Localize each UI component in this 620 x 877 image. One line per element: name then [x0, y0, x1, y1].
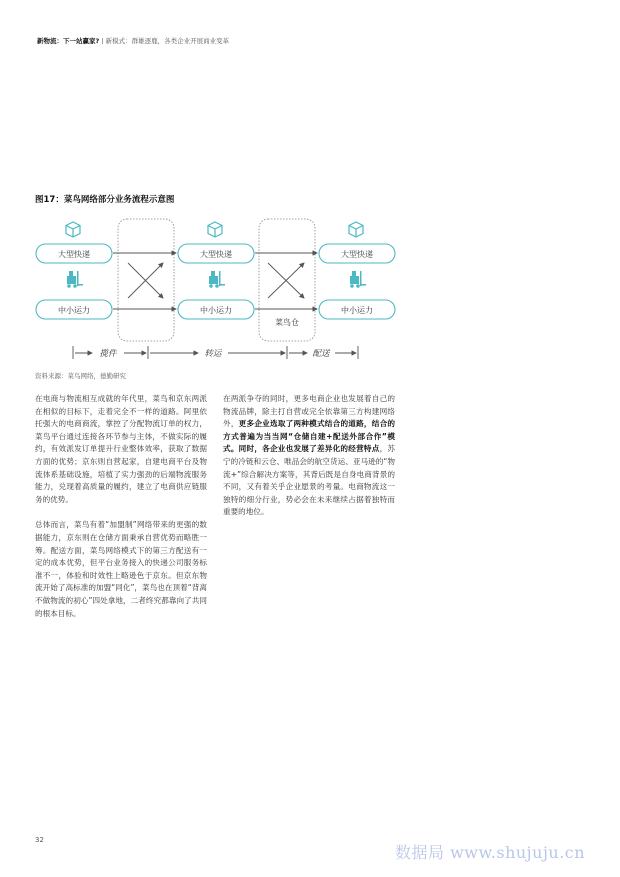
paragraph-text: ，苏宁的冷链和云仓、唯品会的航空货运、亚马逊的“物流+”综合解决方案等，其背后既是自身电商背景的不同，又有着关乎企业愿景的考量。电商物流这一独特的细分行业，势必会在未来继续占据着独特而重要的地位。: [223, 444, 396, 517]
paragraph: 总体而言，菜鸟有着“加盟制”网络带来的更强的数据能力，京东则在仓储方面秉承自营优势而略胜一筹。配送方面，菜鸟网络模式下的第三方配送有一定的成本优势，但平台业务接入的快递公司服务标准不一，体验和时效性上略逊色于京东。但京东物流开始了高标准的加盟“同化”，菜鸟也在顶着“背离不做物流的初心”四处拿地，二者终究都靠向了共同的根本目标。: [35, 520, 207, 618]
left-column: [35, 393, 207, 633]
box-icon: [208, 222, 222, 237]
header-title: 新物流：下一站赢家?: [37, 37, 100, 45]
node-label: 中小运力: [200, 306, 232, 315]
forklift-icon: [67, 271, 83, 288]
box-icon: [66, 222, 80, 237]
figure-source: 资料来源：菜鸟网络，德勤研究: [35, 372, 126, 380]
forklift-icon: [350, 271, 366, 288]
paragraph: 在电商与物流相互成就的年代里，菜鸟和京东两派在相似的目标下，走着完全不一样的道路。阿里依托强大的电商商流，掌控了分配物流订单的权力，菜鸟平台通过连接各环节参与主体，不做实际的履约，有效派发订单提升行业整体效率，获取了数据方面的优势；京东则自营起家，自建电商平台及物流体系基础设施，培植了实力强劲的后端物流服务能力，兑现着高质量的履约，建立了电商供应链服务的优势。: [35, 394, 207, 504]
page-number: 32: [35, 836, 44, 844]
forklift-icon: [209, 271, 225, 288]
figure-title: 图17：菜鸟网络部分业务流程示意图: [35, 195, 175, 205]
paragraph-emphasis: 更多企业选取了两种模式结合的道路，结合的方式普遍为当当网“仓储自建+配送外部合作”模式。同时，各企业也发展了差异化的经营特点: [223, 419, 396, 454]
paragraph: [223, 393, 395, 519]
node-label: 中小运力: [341, 306, 373, 315]
paragraph-text: 在两派争夺的同时，更多电商企业也发展着自己的物流品牌，除主打自营或完全依靠第三方构建网络外，: [223, 394, 395, 429]
header-separator: |: [101, 37, 104, 45]
stage-label: 转运: [204, 349, 222, 359]
node-label: 大型快递: [341, 250, 373, 259]
business-flow-diagram: [0, 0, 620, 370]
node-label: 中小运力: [58, 306, 90, 315]
box-icon: [349, 222, 363, 237]
watermark: 数据局 www.shujuju.cn: [395, 843, 586, 862]
node-label: 大型快递: [58, 250, 90, 259]
header-subtitle: 新模式：群雄逐鹿，各类企业开展商业变革: [105, 37, 230, 45]
node-label: 大型快递: [200, 250, 232, 259]
stage-label: 揽件: [99, 349, 117, 359]
warehouse-label: 菜鸟仓: [275, 318, 299, 327]
stage-label: 配送: [312, 349, 330, 359]
right-column: [223, 393, 395, 532]
